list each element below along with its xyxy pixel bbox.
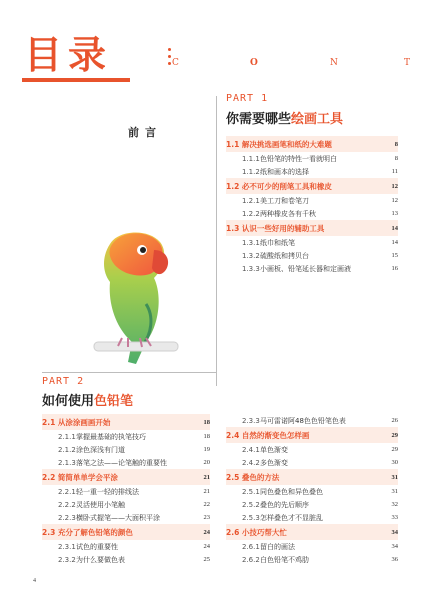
toc-item[interactable]: [226, 262, 398, 275]
part1-title-highlight: 绘画工具: [291, 112, 344, 127]
item-page: 24: [203, 543, 210, 550]
part2-title: [42, 390, 133, 409]
section-page: 24: [203, 528, 210, 536]
item-page: 29: [391, 446, 398, 453]
toc-item[interactable]: [42, 430, 210, 443]
toc-item[interactable]: [226, 443, 398, 456]
item-text: 纸巾和纸笔: [260, 238, 295, 247]
section-title: 2.1 从涂涂画画开始: [42, 417, 111, 427]
item-number: 1.2.1: [242, 196, 260, 205]
section-page: 8: [394, 140, 398, 148]
toc-section[interactable]: [42, 524, 210, 540]
item-page: 12: [391, 197, 398, 204]
part1-title: [226, 108, 343, 127]
item-page: 23: [203, 514, 210, 521]
toc-item[interactable]: [226, 207, 398, 220]
item-page: 19: [203, 446, 210, 453]
item-number: 2.2.3: [58, 513, 76, 522]
toc-item[interactable]: [226, 540, 398, 553]
toc-section[interactable]: [226, 427, 398, 443]
section-title: 2.4 自然的渐变色怎样画: [226, 430, 310, 440]
item-page: 21: [203, 488, 210, 495]
section-title: 2.5 叠色的方法: [226, 472, 280, 482]
item-text: 掌握最基础的执笔技巧: [76, 432, 146, 441]
section-page: 29: [391, 431, 398, 439]
item-page: 8: [394, 155, 398, 162]
section-title: 1.2 必不可少的削笔工具和橡皮: [226, 181, 332, 191]
vertical-divider: [216, 96, 217, 386]
item-text: 美工刀和卷笔刀: [260, 196, 309, 205]
item-text: 色铅笔的特性一看就明白: [260, 154, 337, 163]
section-page: 21: [203, 473, 210, 481]
item-number: 2.5.1: [242, 487, 260, 496]
item-text: 纸和画本的选择: [260, 167, 309, 176]
item-number: 2.3.2: [58, 555, 76, 564]
part2-title-prefix: 如何使用: [42, 394, 95, 409]
toc-item[interactable]: [42, 540, 210, 553]
title-underline: [22, 78, 130, 82]
item-number: 2.4.2: [242, 458, 260, 467]
item-text: 灵活使用小笔触: [76, 500, 125, 509]
toc-section[interactable]: [226, 136, 398, 152]
toc-item[interactable]: [226, 511, 398, 524]
section-page: 34: [391, 528, 398, 536]
item-text: 试色的重要性: [76, 542, 118, 551]
item-text: 马可雷诺阿48色色铅笔色表: [260, 416, 346, 425]
toc-item[interactable]: [42, 511, 210, 524]
toc-item[interactable]: [226, 152, 398, 165]
toc-item[interactable]: [42, 456, 210, 469]
toc-section[interactable]: [226, 524, 398, 540]
toc-item[interactable]: [42, 553, 210, 566]
item-number: 2.5.2: [242, 500, 260, 509]
item-number: 2.3.1: [58, 542, 76, 551]
item-text: 多色渐变: [260, 458, 288, 467]
item-text: 涂色深浅有门道: [76, 445, 125, 454]
item-page: 16: [391, 265, 398, 272]
deco-letter-o: O: [250, 58, 258, 68]
part1-toc: [226, 136, 398, 275]
item-number: 2.1.1: [58, 432, 76, 441]
deco-letter-n: N: [330, 58, 338, 68]
item-number: 1.3.2: [242, 251, 260, 260]
toc-section[interactable]: [42, 414, 210, 430]
item-text: 同色叠色和异色叠色: [260, 487, 323, 496]
item-page: 25: [203, 556, 210, 563]
horizontal-divider: [42, 372, 216, 373]
item-page: 31: [391, 488, 398, 495]
part2-toc-right: [226, 414, 398, 566]
item-text: 两种橡皮各有千秋: [260, 209, 316, 218]
section-page: 14: [391, 224, 398, 232]
section-title: 1.1 解决挑选画笔和纸的大难题: [226, 139, 332, 149]
toc-item[interactable]: [42, 485, 210, 498]
toc-item[interactable]: [226, 194, 398, 207]
toc-item[interactable]: [42, 498, 210, 511]
page-title: 目录: [24, 33, 113, 77]
toc-item[interactable]: [226, 249, 398, 262]
item-text: 白色铅笔不鸡肋: [260, 555, 309, 564]
item-page: 34: [391, 543, 398, 550]
toc-item[interactable]: [226, 236, 398, 249]
section-title: 1.3 认识一些好用的辅助工具: [226, 223, 325, 233]
toc-item[interactable]: [226, 498, 398, 511]
section-title: 2.3 充分了解色铅笔的颜色: [42, 527, 133, 537]
section-page: 31: [391, 473, 398, 481]
toc-item[interactable]: [226, 414, 398, 427]
item-page: 11: [391, 168, 398, 175]
item-number: 1.3.3: [242, 264, 260, 273]
item-text: 小画板、铅笔延长器和定画液: [260, 264, 351, 273]
item-number: 2.6.1: [242, 542, 260, 551]
item-number: 2.4.1: [242, 445, 260, 454]
item-page: 13: [391, 210, 398, 217]
toc-item[interactable]: [226, 456, 398, 469]
item-number: 2.6.2: [242, 555, 260, 564]
item-text: 为什么要做色表: [76, 555, 125, 564]
item-text: 叠色的先后顺序: [260, 500, 309, 509]
item-page: 33: [391, 514, 398, 521]
deco-letter-c: C: [172, 58, 179, 68]
item-number: 2.2.2: [58, 500, 76, 509]
part1-label: PART 1: [226, 93, 269, 104]
toc-item[interactable]: [226, 485, 398, 498]
item-text: 落笔之法——论笔触的重要性: [76, 458, 167, 467]
item-text: 留白的画法: [260, 542, 295, 551]
item-text: 怎样叠色才不显脏乱: [260, 513, 323, 522]
deco-letter-t: T: [404, 58, 411, 68]
item-number: 2.3.3: [242, 416, 260, 425]
item-page: 18: [203, 433, 210, 440]
toc-section[interactable]: [226, 220, 398, 236]
part1-title-prefix: 你需要哪些: [226, 112, 292, 127]
item-number: 2.5.3: [242, 513, 260, 522]
toc-item[interactable]: [226, 165, 398, 178]
item-number: 1.3.1: [242, 238, 260, 247]
toc-section[interactable]: [226, 178, 398, 194]
item-number: 1.1.2: [242, 167, 260, 176]
parrot-illustration: [88, 224, 198, 374]
part2-toc-left: [42, 414, 210, 566]
item-text: 单色渐变: [260, 445, 288, 454]
preface-heading[interactable]: 前言: [128, 126, 162, 139]
item-text: 横卧式握笔——大面积平涂: [76, 513, 160, 522]
item-text: 硫酸纸和拷贝台: [260, 251, 309, 260]
item-number: 2.1.2: [58, 445, 76, 454]
item-page: 30: [391, 459, 398, 466]
item-number: 2.2.1: [58, 487, 76, 496]
item-page: 32: [391, 501, 398, 508]
section-page: 12: [391, 182, 398, 190]
part2-label: PART 2: [42, 376, 85, 387]
toc-item[interactable]: [42, 443, 210, 456]
item-number: 2.1.3: [58, 458, 76, 467]
item-page: 22: [203, 501, 210, 508]
item-number: 1.2.2: [242, 209, 260, 218]
section-title: 2.6 小技巧帮大忙: [226, 527, 287, 537]
item-page: 20: [203, 459, 210, 466]
item-page: 14: [391, 239, 398, 246]
page-number: 4: [33, 578, 36, 584]
section-title: 2.2 简简单单学会平涂: [42, 472, 118, 482]
item-page: 36: [391, 556, 398, 563]
item-page: 15: [391, 252, 398, 259]
toc-item[interactable]: [226, 553, 398, 566]
toc-section[interactable]: [42, 469, 210, 485]
toc-section[interactable]: [226, 469, 398, 485]
section-page: 18: [203, 418, 210, 426]
part2-title-highlight: 色铅笔: [94, 394, 134, 409]
item-number: 1.1.1: [242, 154, 260, 163]
item-text: 轻一重一轻的排线法: [76, 487, 139, 496]
item-page: 26: [391, 417, 398, 424]
